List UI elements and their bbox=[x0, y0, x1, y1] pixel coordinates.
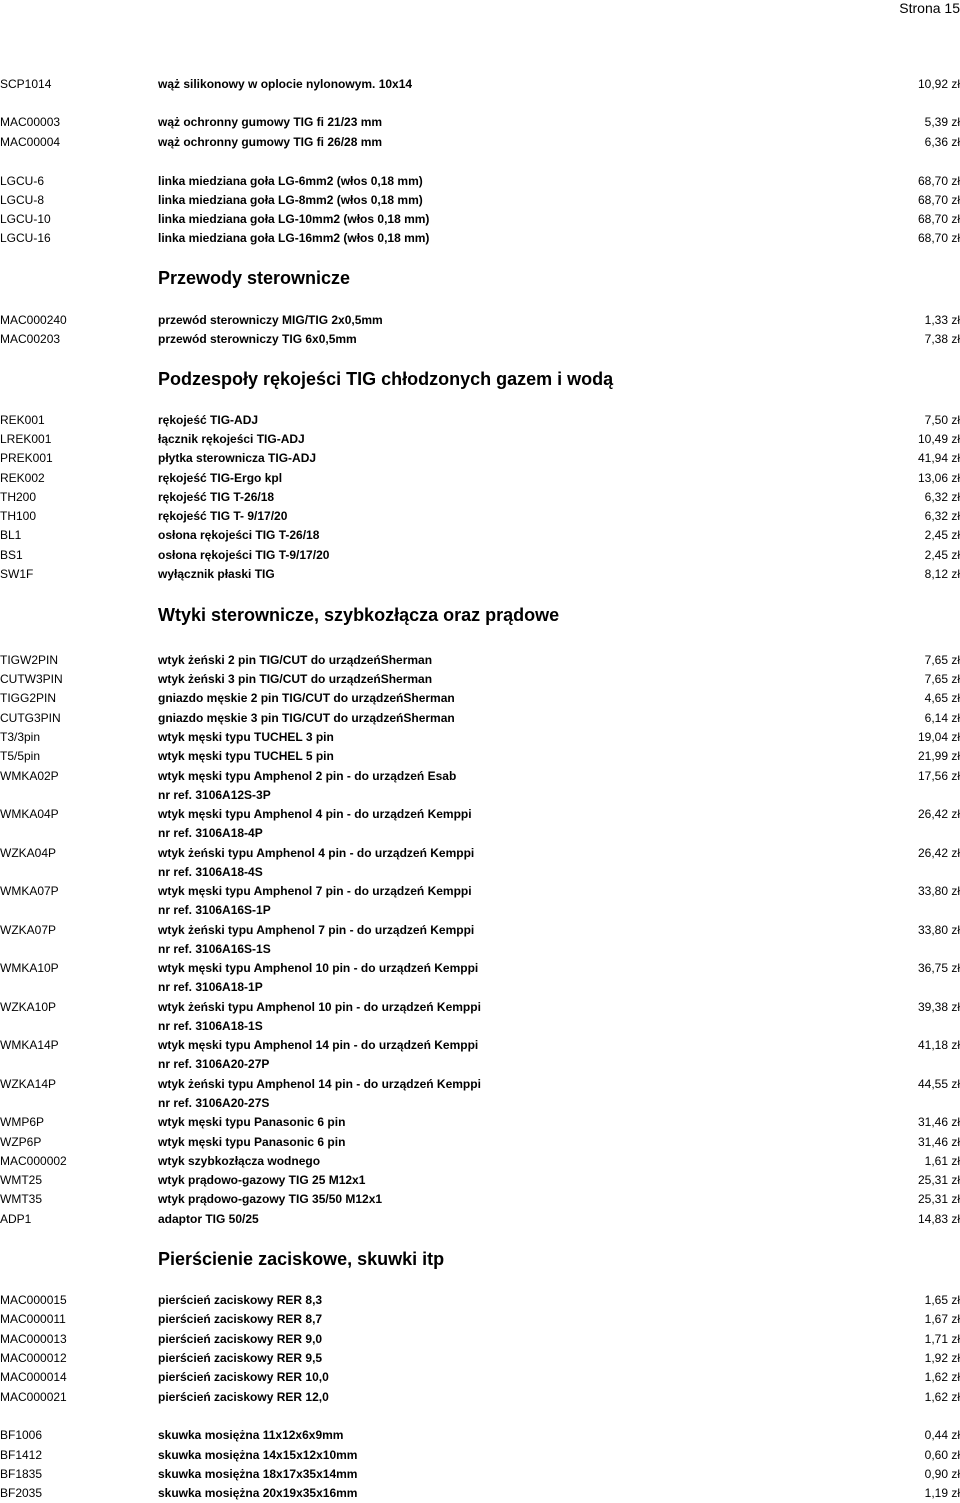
product-code: MAC000015 bbox=[0, 1293, 67, 1307]
product-code: WMKA10P bbox=[0, 961, 59, 975]
product-price: 14,83 zł bbox=[917, 1212, 960, 1226]
product-price: 2,45 zł bbox=[924, 548, 960, 562]
table-row bbox=[0, 229, 960, 248]
table-row bbox=[0, 411, 960, 430]
product-description: pierścień zaciskowy RER 10,0 bbox=[158, 1370, 329, 1384]
table-row bbox=[0, 1113, 960, 1132]
table-row bbox=[0, 565, 960, 584]
table-row bbox=[0, 863, 960, 882]
product-price: 26,42 zł bbox=[917, 807, 960, 821]
product-price: 1,19 zł bbox=[924, 1486, 960, 1500]
product-description: nr ref. 3106A18-1P bbox=[158, 980, 263, 994]
product-code: PREK001 bbox=[0, 451, 53, 465]
table-row bbox=[0, 901, 960, 920]
product-description: pierścień zaciskowy RER 9,5 bbox=[158, 1351, 323, 1365]
product-code: WZP6P bbox=[0, 1135, 42, 1149]
product-price: 25,31 zł bbox=[917, 1192, 960, 1206]
table-row bbox=[0, 330, 960, 349]
product-description: osłona rękojeści TIG T-26/18 bbox=[158, 528, 320, 542]
product-description: wtyk szybkozłącza wodnego bbox=[158, 1154, 321, 1168]
section-title: Pierścienie zaciskowe, skuwki itp bbox=[158, 1249, 445, 1269]
table-row bbox=[0, 824, 960, 843]
product-price: 6,14 zł bbox=[924, 711, 960, 725]
table-row bbox=[0, 1388, 960, 1407]
product-description: wtyk żeński typu Amphenol 7 pin - do urządzeń Kemppi bbox=[158, 923, 475, 937]
product-price: 19,04 zł bbox=[917, 730, 960, 744]
product-code: ADP1 bbox=[0, 1212, 32, 1226]
product-price: 10,49 zł bbox=[917, 432, 960, 446]
product-code: BF1006 bbox=[0, 1428, 43, 1442]
table-row bbox=[0, 1036, 960, 1055]
product-price: 41,18 zł bbox=[917, 1038, 960, 1052]
product-code: TIGW2PIN bbox=[0, 653, 59, 667]
product-code: WMKA04P bbox=[0, 807, 59, 821]
product-description: wtyk męski typu Amphenol 14 pin - do urządzeń Kemppi bbox=[158, 1038, 479, 1052]
product-description: wtyk męski typu Amphenol 7 pin - do urządzeń Kemppi bbox=[158, 884, 472, 898]
product-code: WMP6P bbox=[0, 1115, 45, 1129]
product-description: pierścień zaciskowy RER 8,3 bbox=[158, 1293, 323, 1307]
product-description: skuwka mosiężna 14x15x12x10mm bbox=[158, 1448, 358, 1462]
section-title: Podzespoły rękojeści TIG chłodzonych gazem i wodą bbox=[158, 369, 614, 389]
product-description: nr ref. 3106A20-27S bbox=[158, 1096, 270, 1110]
table-row bbox=[0, 709, 960, 728]
product-code: LGCU-8 bbox=[0, 193, 45, 207]
table-row bbox=[0, 469, 960, 488]
product-price: 8,12 zł bbox=[924, 567, 960, 581]
section-title: Przewody sterownicze bbox=[158, 268, 351, 288]
table-row bbox=[0, 430, 960, 449]
product-description: skuwka mosiężna 18x17x35x14mm bbox=[158, 1467, 358, 1481]
product-price: 68,70 zł bbox=[917, 193, 960, 207]
product-price: 1,67 zł bbox=[924, 1312, 960, 1326]
table-row bbox=[0, 1349, 960, 1368]
product-code: MAC000002 bbox=[0, 1154, 67, 1168]
product-description: rękojeść TIG-Ergo kpl bbox=[158, 471, 283, 485]
table-row bbox=[0, 689, 960, 708]
product-code: WMKA02P bbox=[0, 769, 59, 783]
product-description: wtyk żeński typu Amphenol 4 pin - do urządzeń Kemppi bbox=[158, 846, 475, 860]
product-description: wtyk męski typu Panasonic 6 pin bbox=[158, 1135, 346, 1149]
table-row bbox=[0, 1190, 960, 1209]
product-price: 26,42 zł bbox=[917, 846, 960, 860]
table-row bbox=[0, 1368, 960, 1387]
table-row bbox=[0, 449, 960, 468]
product-code: LGCU-16 bbox=[0, 231, 51, 245]
product-price: 0,60 zł bbox=[924, 1448, 960, 1462]
product-description: linka miedziana goła LG-6mm2 (włos 0,18 mm) bbox=[158, 174, 423, 188]
product-price: 0,90 zł bbox=[924, 1467, 960, 1481]
product-price: 31,46 zł bbox=[917, 1115, 960, 1129]
product-description: przewód sterowniczy MIG/TIG 2x0,5mm bbox=[158, 313, 383, 327]
product-description: gniazdo męskie 3 pin TIG/CUT do urządzeńSherman bbox=[158, 711, 455, 725]
product-description: pierścień zaciskowy RER 9,0 bbox=[158, 1332, 323, 1346]
product-code: LREK001 bbox=[0, 432, 52, 446]
product-code: WMKA07P bbox=[0, 884, 59, 898]
product-code: BL1 bbox=[0, 528, 22, 542]
product-description: rękojeść TIG T- 9/17/20 bbox=[158, 509, 288, 523]
product-price: 21,99 zł bbox=[917, 749, 960, 763]
table-row bbox=[0, 1017, 960, 1036]
table-row bbox=[0, 844, 960, 863]
table-row bbox=[0, 786, 960, 805]
product-price: 1,71 zł bbox=[924, 1332, 960, 1346]
product-description: rękojeść TIG-ADJ bbox=[158, 413, 259, 427]
product-description: wtyk żeński typu Amphenol 10 pin - do urządzeń Kemppi bbox=[158, 1000, 481, 1014]
product-description: nr ref. 3106A12S-3P bbox=[158, 788, 271, 802]
table-row bbox=[0, 670, 960, 689]
product-price: 7,65 zł bbox=[924, 672, 960, 686]
table-row bbox=[0, 1291, 960, 1310]
product-code: MAC000011 bbox=[0, 1312, 66, 1326]
product-code: TIGG2PIN bbox=[0, 691, 57, 705]
product-price: 13,06 zł bbox=[917, 471, 960, 485]
product-price: 6,32 zł bbox=[924, 490, 960, 504]
product-price: 7,65 zł bbox=[924, 653, 960, 667]
product-description: wtyk prądowo-gazowy TIG 35/50 M12x1 bbox=[158, 1192, 383, 1206]
table-row bbox=[0, 998, 960, 1017]
table-row bbox=[0, 959, 960, 978]
product-description: wtyk żeński 2 pin TIG/CUT do urządzeńSherman bbox=[158, 653, 433, 667]
table-row bbox=[0, 882, 960, 901]
product-description: nr ref. 3106A18-4S bbox=[158, 865, 263, 879]
product-price: 6,36 zł bbox=[924, 135, 960, 149]
product-price: 33,80 zł bbox=[917, 923, 960, 937]
product-price: 41,94 zł bbox=[917, 451, 960, 465]
product-code: CUTW3PIN bbox=[0, 672, 63, 686]
product-description: osłona rękojeści TIG T-9/17/20 bbox=[158, 548, 330, 562]
product-price: 1,92 zł bbox=[924, 1351, 960, 1365]
product-price: 25,31 zł bbox=[917, 1173, 960, 1187]
table-row bbox=[0, 1075, 960, 1094]
product-description: nr ref. 3106A20-27P bbox=[158, 1057, 270, 1071]
product-code: REK002 bbox=[0, 471, 45, 485]
product-price: 6,32 zł bbox=[924, 509, 960, 523]
table-row bbox=[0, 1426, 960, 1445]
product-description: wtyk prądowo-gazowy TIG 25 M12x1 bbox=[158, 1173, 366, 1187]
product-code: WZKA07P bbox=[0, 923, 57, 937]
table-row bbox=[0, 940, 960, 959]
product-code: BF1835 bbox=[0, 1467, 43, 1481]
product-price: 44,55 zł bbox=[917, 1077, 960, 1091]
table-row bbox=[0, 133, 960, 152]
product-price: 5,39 zł bbox=[924, 115, 960, 129]
table-row bbox=[0, 546, 960, 565]
table-row bbox=[0, 1210, 960, 1229]
product-code: BS1 bbox=[0, 548, 23, 562]
product-code: MAC000013 bbox=[0, 1332, 67, 1346]
table-row bbox=[0, 113, 960, 132]
product-price: 68,70 zł bbox=[917, 174, 960, 188]
table-row bbox=[0, 526, 960, 545]
product-price: 7,38 zł bbox=[924, 332, 960, 346]
product-description: płytka sterownicza TIG-ADJ bbox=[158, 451, 317, 465]
table-row bbox=[0, 210, 960, 229]
page-number: Strona 15 bbox=[899, 0, 960, 16]
product-code: BF1412 bbox=[0, 1448, 43, 1462]
table-row bbox=[0, 311, 960, 330]
table-row bbox=[0, 75, 960, 94]
product-price: 68,70 zł bbox=[917, 231, 960, 245]
product-code: WZKA04P bbox=[0, 846, 57, 860]
product-code: T3/3pin bbox=[0, 730, 41, 744]
product-code: MAC000240 bbox=[0, 313, 67, 327]
product-description: nr ref. 3106A16S-1S bbox=[158, 942, 271, 956]
product-description: wąż ochronny gumowy TIG fi 26/28 mm bbox=[158, 135, 383, 149]
table-row bbox=[0, 805, 960, 824]
product-description: wtyk męski typu Amphenol 4 pin - do urządzeń Kemppi bbox=[158, 807, 472, 821]
product-price: 2,45 zł bbox=[924, 528, 960, 542]
product-code: WMT35 bbox=[0, 1192, 42, 1206]
table-row bbox=[0, 191, 960, 210]
product-code: MAC00004 bbox=[0, 135, 61, 149]
product-price: 1,62 zł bbox=[924, 1370, 960, 1384]
product-price: 33,80 zł bbox=[917, 884, 960, 898]
table-row bbox=[0, 767, 960, 786]
product-description: wtyk żeński typu Amphenol 14 pin - do urządzeń Kemppi bbox=[158, 1077, 481, 1091]
product-price: 1,61 zł bbox=[924, 1154, 960, 1168]
table-row bbox=[0, 1484, 960, 1503]
table-row bbox=[0, 488, 960, 507]
product-code: SCP1014 bbox=[0, 77, 52, 91]
table-row bbox=[0, 172, 960, 191]
product-description: pierścień zaciskowy RER 12,0 bbox=[158, 1390, 329, 1404]
product-price: 31,46 zł bbox=[917, 1135, 960, 1149]
table-row bbox=[0, 1310, 960, 1329]
product-code: BF2035 bbox=[0, 1486, 43, 1500]
product-price: 36,75 zł bbox=[917, 961, 960, 975]
table-row bbox=[0, 651, 960, 670]
product-price: 68,70 zł bbox=[917, 212, 960, 226]
table-row bbox=[0, 1465, 960, 1484]
product-code: SW1F bbox=[0, 567, 34, 581]
product-code: LGCU-10 bbox=[0, 212, 51, 226]
product-price: 39,38 zł bbox=[917, 1000, 960, 1014]
product-code: WZKA10P bbox=[0, 1000, 57, 1014]
product-description: skuwka mosiężna 11x12x6x9mm bbox=[158, 1428, 344, 1442]
product-description: wąż silikonowy w oplocie nylonowym. 10x14 bbox=[158, 77, 413, 91]
product-code: LGCU-6 bbox=[0, 174, 45, 188]
product-price: 7,50 zł bbox=[924, 413, 960, 427]
product-code: MAC000012 bbox=[0, 1351, 67, 1365]
table-row bbox=[0, 1171, 960, 1190]
product-price: 17,56 zł bbox=[917, 769, 960, 783]
table-row bbox=[0, 1446, 960, 1465]
product-description: linka miedziana goła LG-8mm2 (włos 0,18 mm) bbox=[158, 193, 423, 207]
product-code: T5/5pin bbox=[0, 749, 41, 763]
product-description: wtyk żeński 3 pin TIG/CUT do urządzeńSherman bbox=[158, 672, 433, 686]
product-price: 1,65 zł bbox=[924, 1293, 960, 1307]
product-code: WZKA14P bbox=[0, 1077, 57, 1091]
table-row bbox=[0, 1094, 960, 1113]
product-code: WMT25 bbox=[0, 1173, 42, 1187]
product-description: wtyk męski typu Amphenol 10 pin - do urządzeń Kemppi bbox=[158, 961, 479, 975]
product-price: 0,44 zł bbox=[924, 1428, 960, 1442]
product-code: REK001 bbox=[0, 413, 45, 427]
table-row bbox=[0, 921, 960, 940]
table-row bbox=[0, 1055, 960, 1074]
product-description: nr ref. 3106A18-1S bbox=[158, 1019, 263, 1033]
product-price: 10,92 zł bbox=[917, 77, 960, 91]
product-description: wtyk męski typu Amphenol 2 pin - do urządzeń Esab bbox=[158, 769, 457, 783]
table-row bbox=[0, 747, 960, 766]
product-code: MAC000021 bbox=[0, 1390, 67, 1404]
table-row bbox=[0, 978, 960, 997]
product-description: gniazdo męskie 2 pin TIG/CUT do urządzeńSherman bbox=[158, 691, 455, 705]
product-description: łącznik rękojeści TIG-ADJ bbox=[158, 432, 305, 446]
product-description: wąż ochronny gumowy TIG fi 21/23 mm bbox=[158, 115, 383, 129]
product-price: 4,65 zł bbox=[924, 691, 960, 705]
product-description: wtyk męski typu TUCHEL 5 pin bbox=[158, 749, 334, 763]
product-code: WMKA14P bbox=[0, 1038, 59, 1052]
table-row bbox=[0, 1133, 960, 1152]
table-row bbox=[0, 1330, 960, 1349]
product-description: przewód sterowniczy TIG 6x0,5mm bbox=[158, 332, 357, 346]
product-description: wyłącznik płaski TIG bbox=[158, 567, 275, 581]
product-code: TH100 bbox=[0, 509, 37, 523]
product-description: linka miedziana goła LG-10mm2 (włos 0,18 mm) bbox=[158, 212, 430, 226]
product-code: MAC000014 bbox=[0, 1370, 67, 1384]
product-description: linka miedziana goła LG-16mm2 (włos 0,18 mm) bbox=[158, 231, 430, 245]
product-price: 1,33 zł bbox=[924, 313, 960, 327]
product-description: nr ref. 3106A16S-1P bbox=[158, 903, 271, 917]
product-code: MAC00003 bbox=[0, 115, 61, 129]
product-description: wtyk męski typu Panasonic 6 pin bbox=[158, 1115, 346, 1129]
table-row bbox=[0, 507, 960, 526]
product-code: MAC00203 bbox=[0, 332, 61, 346]
product-description: nr ref. 3106A18-4P bbox=[158, 826, 263, 840]
section-title: Wtyki sterownicze, szybkozłącza oraz prądowe bbox=[158, 605, 560, 625]
product-price: 1,62 zł bbox=[924, 1390, 960, 1404]
table-row bbox=[0, 728, 960, 747]
product-description: adaptor TIG 50/25 bbox=[158, 1212, 259, 1226]
product-code: CUTG3PIN bbox=[0, 711, 61, 725]
product-description: rękojeść TIG T-26/18 bbox=[158, 490, 275, 504]
product-description: wtyk męski typu TUCHEL 3 pin bbox=[158, 730, 334, 744]
table-row bbox=[0, 1152, 960, 1171]
product-description: pierścień zaciskowy RER 8,7 bbox=[158, 1312, 323, 1326]
product-code: TH200 bbox=[0, 490, 37, 504]
product-description: skuwka mosiężna 20x19x35x16mm bbox=[158, 1486, 358, 1500]
